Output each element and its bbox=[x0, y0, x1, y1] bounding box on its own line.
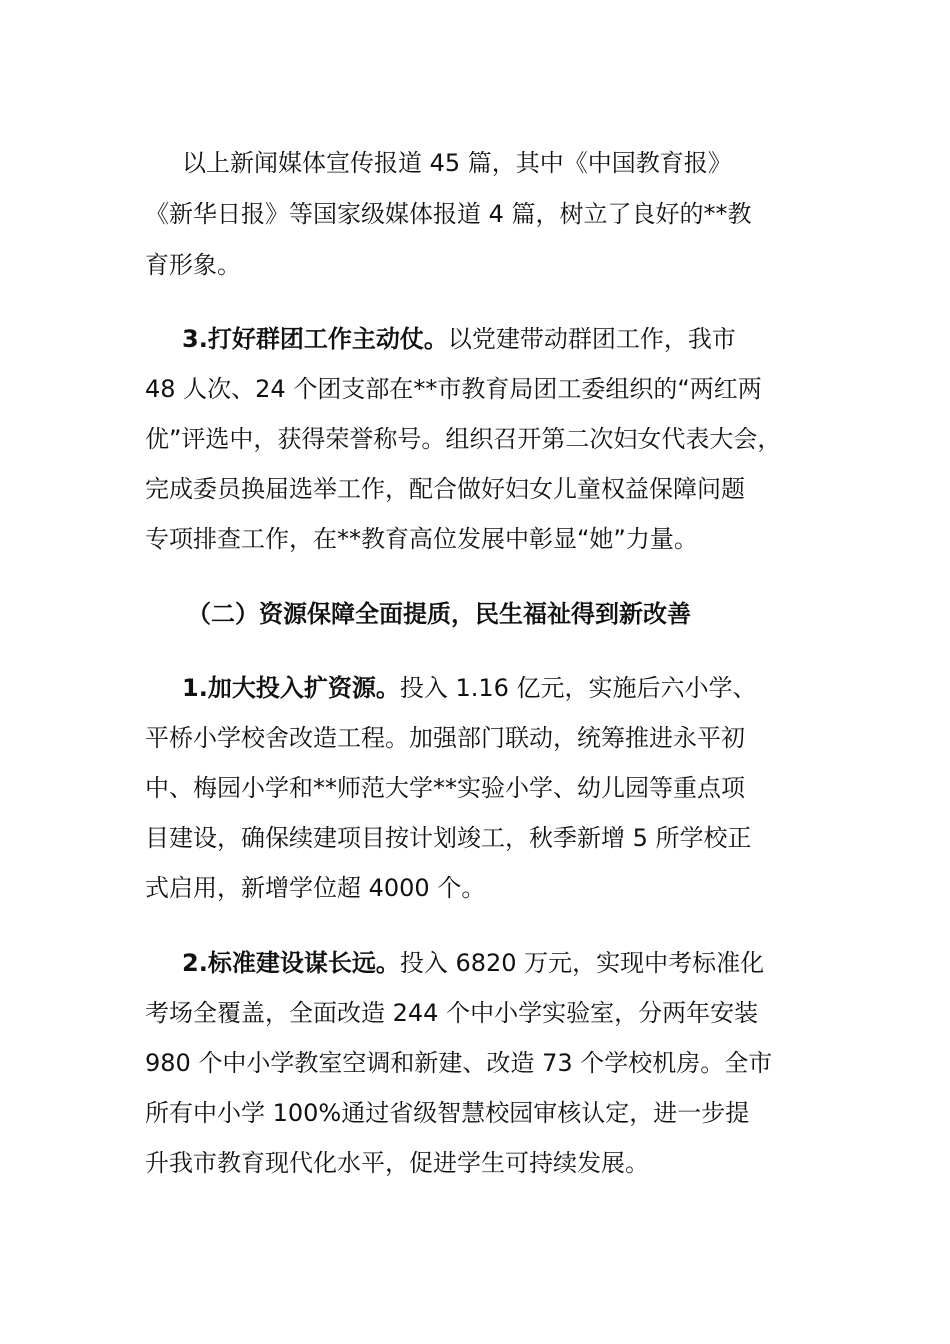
paragraph-line: 育形象。 bbox=[145, 251, 241, 279]
paragraph-line: 完成委员换届选举工作，配合做好妇女儿童权益保障问题 bbox=[145, 475, 745, 503]
paragraph-line-with-title bbox=[182, 948, 764, 978]
item-text: 以党建带动群团工作，我市 bbox=[447, 325, 736, 353]
section-heading: （二）资源保障全面提质，民生福祉得到新改善 bbox=[187, 600, 691, 628]
paragraph-line: 以上新闻媒体宣传报道 45 篇，其中《中国教育报》 bbox=[182, 149, 732, 177]
paragraph-line-with-title bbox=[182, 673, 757, 703]
paragraph-line-with-title bbox=[182, 324, 736, 354]
paragraph-line: 考场全覆盖，全面改造 244 个中小学实验室，分两年安装 bbox=[145, 999, 759, 1027]
item-text: 投入 6820 万元，实现中考标准化 bbox=[399, 949, 765, 977]
paragraph-line: 《新华日报》等国家级媒体报道 4 篇，树立了良好的**教 bbox=[145, 200, 752, 228]
paragraph-line: 所有中小学 100%通过省级智慧校园审核认定，进一步提 bbox=[145, 1099, 750, 1127]
paragraph-line: 式启用，新增学位超 4000 个。 bbox=[145, 874, 486, 902]
item-title: 1.加大投入扩资源。 bbox=[182, 674, 400, 702]
paragraph-line: 优”评选中，获得荣誉称号。组织召开第二次妇女代表大会， bbox=[145, 425, 782, 453]
paragraph-line: 升我市教育现代化水平，促进学生可持续发展。 bbox=[145, 1149, 649, 1177]
paragraph-line: 专项排查工作，在**教育高位发展中彰显“她”力量。 bbox=[145, 525, 698, 553]
item-title: 3.打好群团工作主动仗。 bbox=[182, 325, 448, 353]
paragraph-line: 中、梅园小学和**师范大学**实验小学、幼儿园等重点项 bbox=[145, 774, 745, 802]
paragraph-line: 48 人次、24 个团支部在**市教育局团工委组织的“两红两 bbox=[145, 375, 762, 403]
item-text: 投入 1.16 亿元，实施后六小学、 bbox=[399, 674, 757, 702]
item-title: 2.标准建设谋长远。 bbox=[182, 949, 400, 977]
paragraph-line: 平桥小学校舍改造工程。加强部门联动，统筹推进永平初 bbox=[145, 724, 745, 752]
paragraph-line: 目建设，确保续建项目按计划竣工，秋季新增 5 所学校正 bbox=[145, 824, 752, 852]
paragraph-line: 980 个中小学教室空调和新建、改造 73 个学校机房。全市 bbox=[145, 1049, 773, 1077]
